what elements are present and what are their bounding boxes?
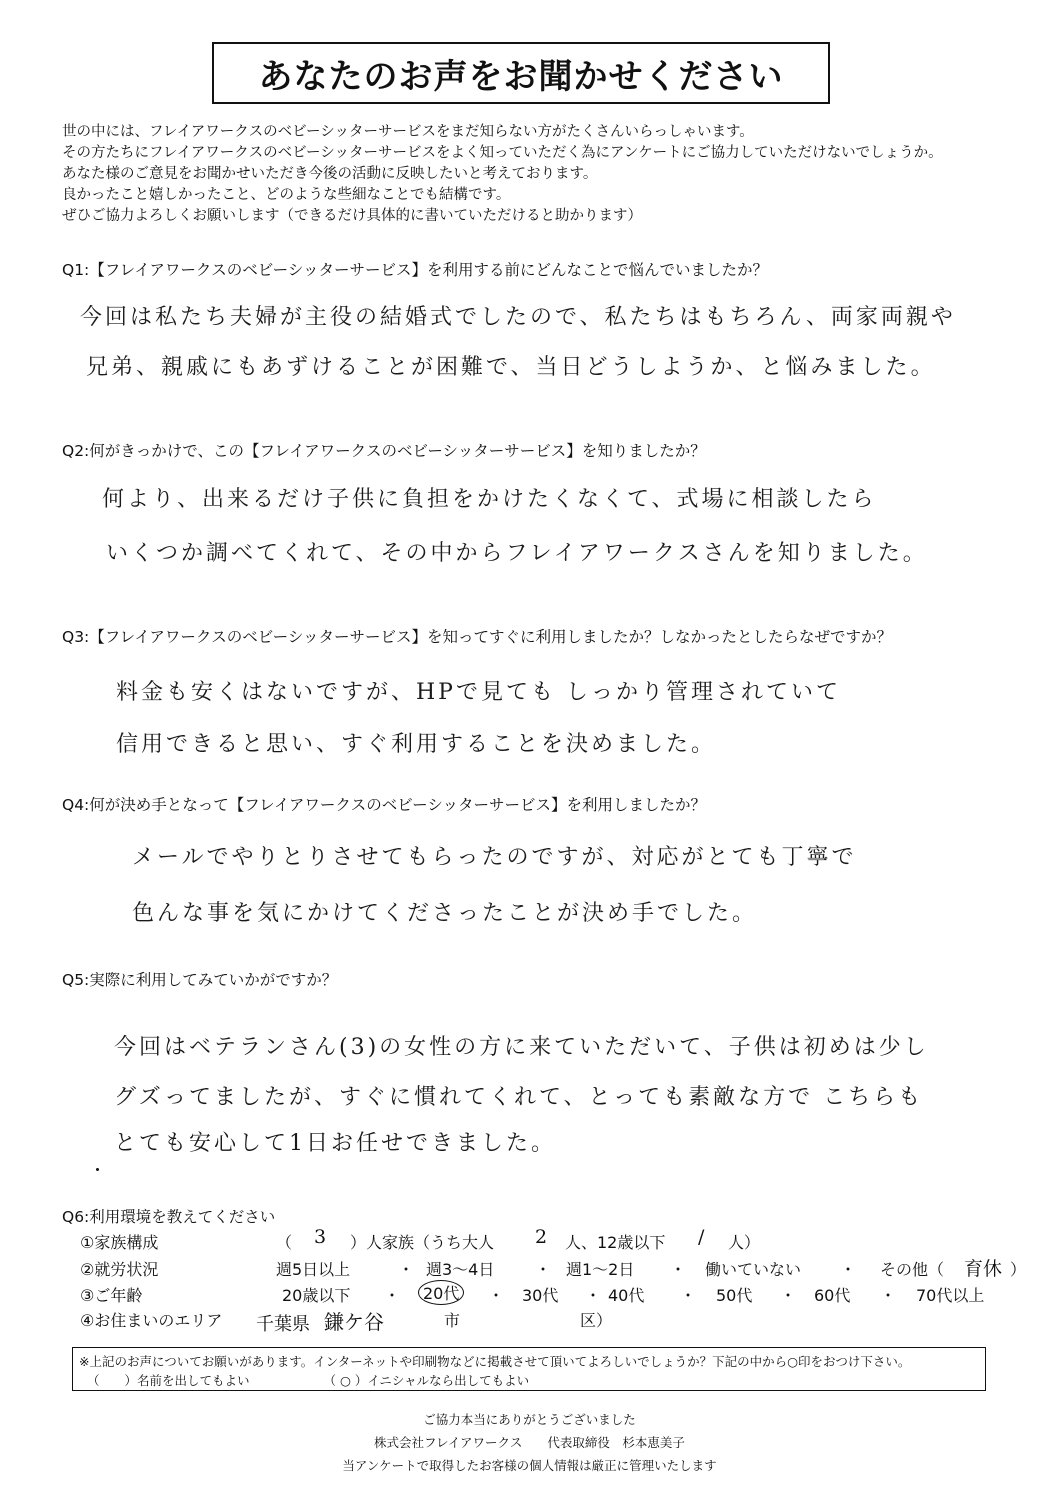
age-label: ③ご年齢 <box>80 1286 143 1305</box>
intro-line: ぜひご協力よろしくお願いします（できるだけ具体的に書いていただけると助かります） <box>62 208 642 224</box>
area-prefecture: 千葉県 <box>256 1314 310 1335</box>
question-5: Q5:実際に利用してみていかがですか？ <box>62 971 338 989</box>
family-label: ①家族構成 <box>80 1233 159 1252</box>
initial-ok-checkbox[interactable]: （ ○ ） <box>323 1373 368 1388</box>
intro-text <box>62 122 1022 227</box>
children-count: / <box>698 1226 705 1248</box>
work-option: 週3～4日 <box>426 1260 495 1279</box>
family-count: 3 <box>314 1226 327 1248</box>
answer-line: 料金も安くはないですが、HPで見ても しっかり管理されていて <box>116 680 841 705</box>
answer-line: グズってましたが、すぐに慣れてくれて、とっても素敵な方で こちらも <box>114 1085 924 1110</box>
work-option: その他（ <box>880 1260 945 1279</box>
question-3: Q3:【フレイアワークスのベビーシッターサービス】を知ってすぐに利用しましたか？しなかったとしたらなぜですか？ <box>62 628 893 646</box>
age-option: 70代以上 <box>916 1286 985 1305</box>
question-2: Q2:何がきっかけで、この【フレイアワークスのベビーシッターサービス】を知りましたか？ <box>62 442 706 460</box>
work-option: 週5日以上 <box>276 1260 351 1279</box>
city-suffix: 市 <box>444 1311 461 1330</box>
name-ok-checkbox[interactable]: （ ） <box>87 1373 138 1388</box>
work-option: 週1～2日 <box>566 1260 635 1279</box>
work-other-value: 育休 <box>964 1258 1003 1280</box>
question-4: Q4:何が決め手となって【フレイアワークスのベビーシッターサービス】を利用しましたか？ <box>62 796 707 814</box>
footer-thanks: ご協力本当にありがとうございました <box>423 1412 636 1427</box>
intro-line: あなた様のご意見をお聞かせいただき今後の活動に反映したいと考えております。 <box>62 166 598 182</box>
answer-line: 色んな事を気にかけてくださったことが決め手でした。 <box>132 901 758 926</box>
area-label: ④お住まいのエリア <box>80 1311 223 1330</box>
family-end: 人） <box>728 1233 761 1252</box>
family-row <box>80 1226 761 1253</box>
question-6: Q6:利用環境を教えてください <box>62 1208 276 1226</box>
age-option: 20歳以下 <box>282 1286 351 1305</box>
answer-line: メールでやりとりさせてもらったのですが、対応がとても丁寧で <box>132 845 857 870</box>
age-option: 60代 <box>814 1286 851 1305</box>
footer-company: 株式会社フレイアワークス 代表取締役 杉本恵美子 <box>374 1435 685 1450</box>
ward-suffix: 区） <box>580 1311 613 1330</box>
work-close: ） <box>1010 1260 1027 1279</box>
stray-mark <box>96 1168 99 1171</box>
publication-consent <box>72 1347 986 1391</box>
adults-count: 2 <box>535 1226 548 1248</box>
age-option: 30代 <box>522 1286 559 1305</box>
question-1: Q1:【フレイアワークスのベビーシッターサービス】を利用する前にどんなことで悩んでいましたか？ <box>62 261 769 279</box>
work-option: 働いていない <box>705 1260 802 1279</box>
intro-line: その方たちにフレイアワークスのベビーシッターサービスをよく知っていただく為にアンケートにご協力していただけないでしょうか。 <box>62 145 943 161</box>
age-row: ③ご年齢 20歳以下 ・ 20代 ・ 30代 ・ 40代 ・ 50代 ・ 60代 ・ 70代以上 <box>80 1283 142 1306</box>
age-option: 40代 <box>608 1286 645 1305</box>
answer-line: 今回は私たち夫婦が主役の結婚式でしたので、私たちはもちろん、両家両親や <box>80 305 956 330</box>
work-label: ②就労状況 <box>80 1260 159 1279</box>
age-option-selected: 20代 <box>418 1280 464 1305</box>
answer-line: 何より、出来るだけ子供に負担をかけたくなくて、式場に相談したら <box>102 487 877 512</box>
intro-line: 良かったこと嬉しかったこと、どのような些細なことでも結構です。 <box>62 187 511 203</box>
family-text: ）人家族（うち大人 <box>350 1233 495 1252</box>
family-open: （ <box>276 1233 293 1252</box>
consent-request: ※上記のお声についてお願いがあります。インターネットや印刷物などに掲載させて頂いてよろしいでしょうか？下記の中から○印をおつけ下さい。 <box>79 1354 911 1369</box>
age-option: 50代 <box>716 1286 753 1305</box>
area-city: 鎌ケ谷 <box>324 1310 384 1334</box>
answer-line: 兄弟、親戚にもあずけることが困難で、当日どうしようか、と悩みました。 <box>86 355 936 380</box>
family-text-2: 人、12歳以下 <box>565 1233 666 1252</box>
page-title: あなたのお声をお聞かせください <box>212 42 830 104</box>
consent-options <box>87 1371 529 1389</box>
answer-line: 今回はベテランさん(3)の女性の方に来ていただいて、子供は初めは少し <box>114 1035 929 1060</box>
initial-ok-label: イニシャルなら出してもよい <box>367 1373 530 1388</box>
answer-line: 信用できると思い、すぐ利用することを決めました。 <box>116 732 717 757</box>
intro-line: 世の中には、フレイアワークスのベビーシッターサービスをまだ知らない方がたくさんいらっしゃいます。 <box>62 124 754 140</box>
name-ok-label: 名前を出してもよい <box>137 1373 250 1388</box>
work-row: ②就労状況 週5日以上 ・ 週3～4日 ・ 週1～2日 ・ 働いていない ・ その他（ 育休 ） <box>80 1257 158 1280</box>
answer-line: とても安心して1日お任せできました。 <box>114 1131 556 1156</box>
answer-line: いくつか調べてくれて、その中からフレイアワークスさんを知りました。 <box>106 541 928 566</box>
area-row <box>80 1308 613 1335</box>
footer-privacy: 当アンケートで取得したお客様の個人情報は厳正に管理いたします <box>342 1458 717 1473</box>
